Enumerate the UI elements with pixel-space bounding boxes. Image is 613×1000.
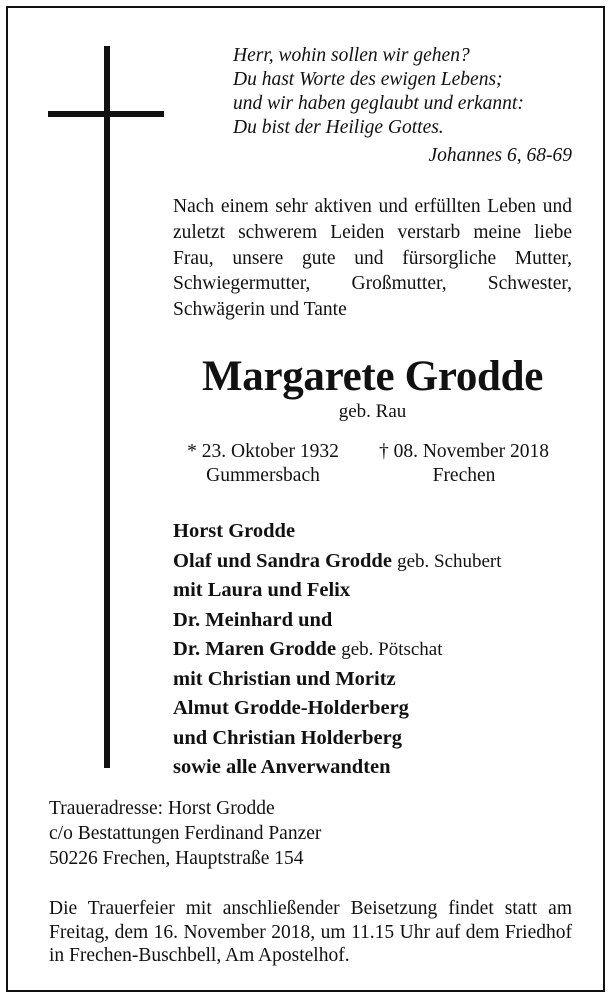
family-member-note: geb. Pötschat	[341, 639, 443, 660]
family-member-name: Horst Grodde	[173, 520, 296, 542]
cross-horizontal-bar	[48, 111, 164, 117]
deceased-name: Margarete Grodde	[201, 353, 544, 400]
family-member-name: Dr. Maren Grodde	[173, 638, 337, 660]
verse-line: Du hast Worte des ewigen Lebens;	[233, 69, 503, 90]
family-entry	[173, 665, 583, 695]
family-entry	[173, 547, 583, 577]
family-member-name: Almut Grodde-Holderberg	[173, 697, 409, 719]
verse-reference: Johannes 6, 68-69	[428, 145, 572, 166]
verse-line: Herr, wohin sollen wir gehen?	[233, 45, 470, 66]
verse-line: Du bist der Heilige Gottes.	[233, 117, 444, 138]
cross-vertical-bar	[104, 46, 110, 768]
address-line: Traueradresse: Horst Grodde	[49, 798, 275, 819]
family-entry	[173, 517, 583, 547]
family-entry	[173, 576, 583, 606]
family-entry	[173, 694, 583, 724]
family-member-name: mit Christian und Moritz	[173, 667, 396, 690]
death-date: † 08. November 2018	[378, 441, 550, 462]
address-line: 50226 Frechen, Hauptstraße 154	[49, 848, 304, 869]
verse-line: und wir haben geglaubt und erkannt:	[233, 93, 524, 114]
family-list	[173, 517, 583, 783]
family-entry	[173, 635, 583, 665]
family-member-name: mit Laura und Felix	[173, 579, 351, 601]
family-member-note: geb. Schubert	[397, 550, 502, 572]
death-place: Frechen	[432, 465, 496, 486]
family-member-name: und Christian Holderberg	[173, 726, 402, 749]
intro-text: Nach einem sehr aktiven und erfüllten Leben und zuletzt schwerem Leiden verstarb meine liebe Frau, unsere gute und fürsorgliche Mutter, Schwiegermutter, Großmutter, Schwester, Schwägerin und Tante	[173, 196, 572, 321]
family-entry	[173, 724, 583, 754]
maiden-name: geb. Rau	[338, 401, 407, 422]
family-member-name: sowie alle Anverwandten	[173, 756, 391, 778]
family-entry	[173, 753, 583, 783]
bible-verse	[233, 44, 573, 140]
birth-info	[168, 440, 358, 488]
mourning-address	[49, 796, 569, 871]
address-line: c/o Bestattungen Ferdinand Panzer	[49, 823, 322, 844]
family-member-name: Olaf und Sandra Grodde	[173, 549, 392, 572]
ceremony-info: Die Trauerfeier mit anschließender Beisetzung findet statt am Freitag, dem 16. November 2018, um 11.15 Uhr auf dem Friedhof in Frechen-Buschbell, Am Apostelhof.	[49, 898, 572, 966]
birth-place: Gummersbach	[206, 465, 320, 486]
birth-date: * 23. Oktober 1932	[187, 441, 339, 462]
family-member-name: Dr. Meinhard und	[173, 608, 333, 631]
death-info	[364, 440, 564, 488]
family-entry	[173, 606, 583, 636]
